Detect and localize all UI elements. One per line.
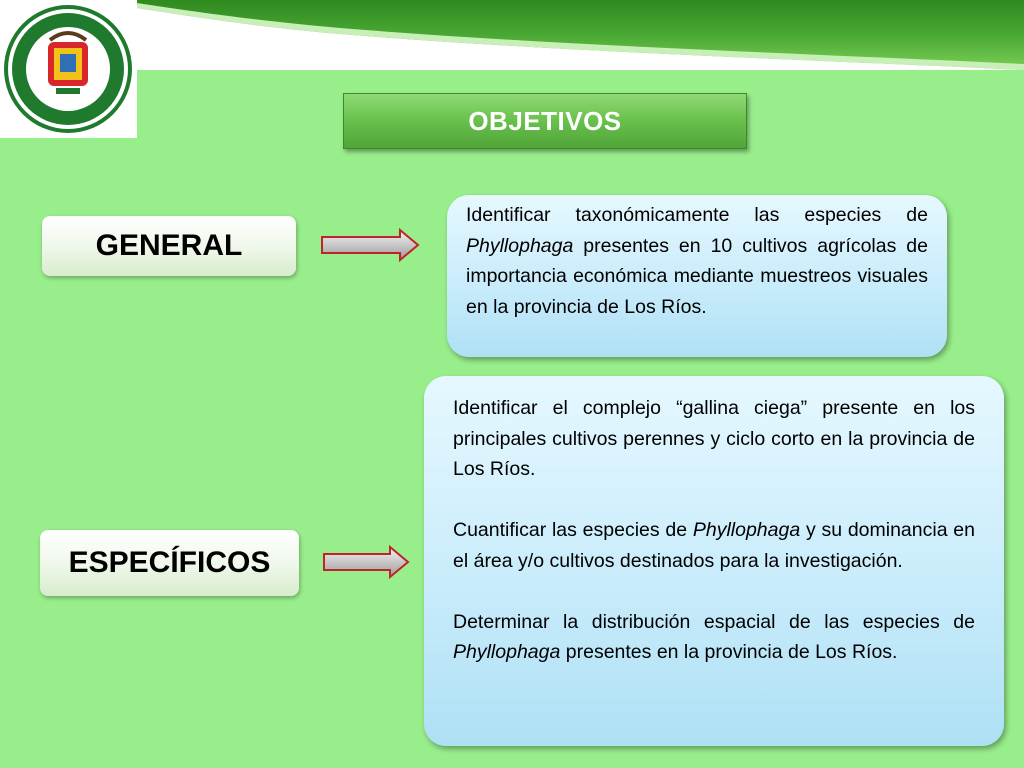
specific-objective-item: Cuantificar las especies de Phyllophaga y su dominancia en el área y/o cultivos destinados para la investigación.: [453, 519, 975, 572]
arrow-right-icon: [322, 545, 410, 579]
general-label: GENERAL: [42, 216, 296, 276]
especificos-label: ESPECÍFICOS: [40, 530, 299, 596]
arrow-right-icon: [320, 228, 420, 262]
general-objective-text: Identificar taxonómicamente las especies de Phyllophaga presentes en 10 cultivos agrícolas de importancia económica mediante muestreos visuales en la provincia de Los Ríos.: [447, 195, 947, 357]
header-band: [0, 0, 1024, 70]
specific-objective-item: Identificar el complejo “gallina ciega” presente en los principales cultivos perennes y ciclo corto en la provincia de Los Ríos.: [453, 397, 975, 480]
university-logo: [0, 0, 137, 138]
page-title: OBJETIVOS: [343, 93, 747, 149]
header-wave-decoration: [0, 0, 1024, 70]
specific-objectives-text: [424, 376, 1004, 746]
specific-objective-item: Determinar la distribución espacial de las especies de Phyllophaga presentes en la provincia de Los Ríos.: [453, 610, 975, 663]
